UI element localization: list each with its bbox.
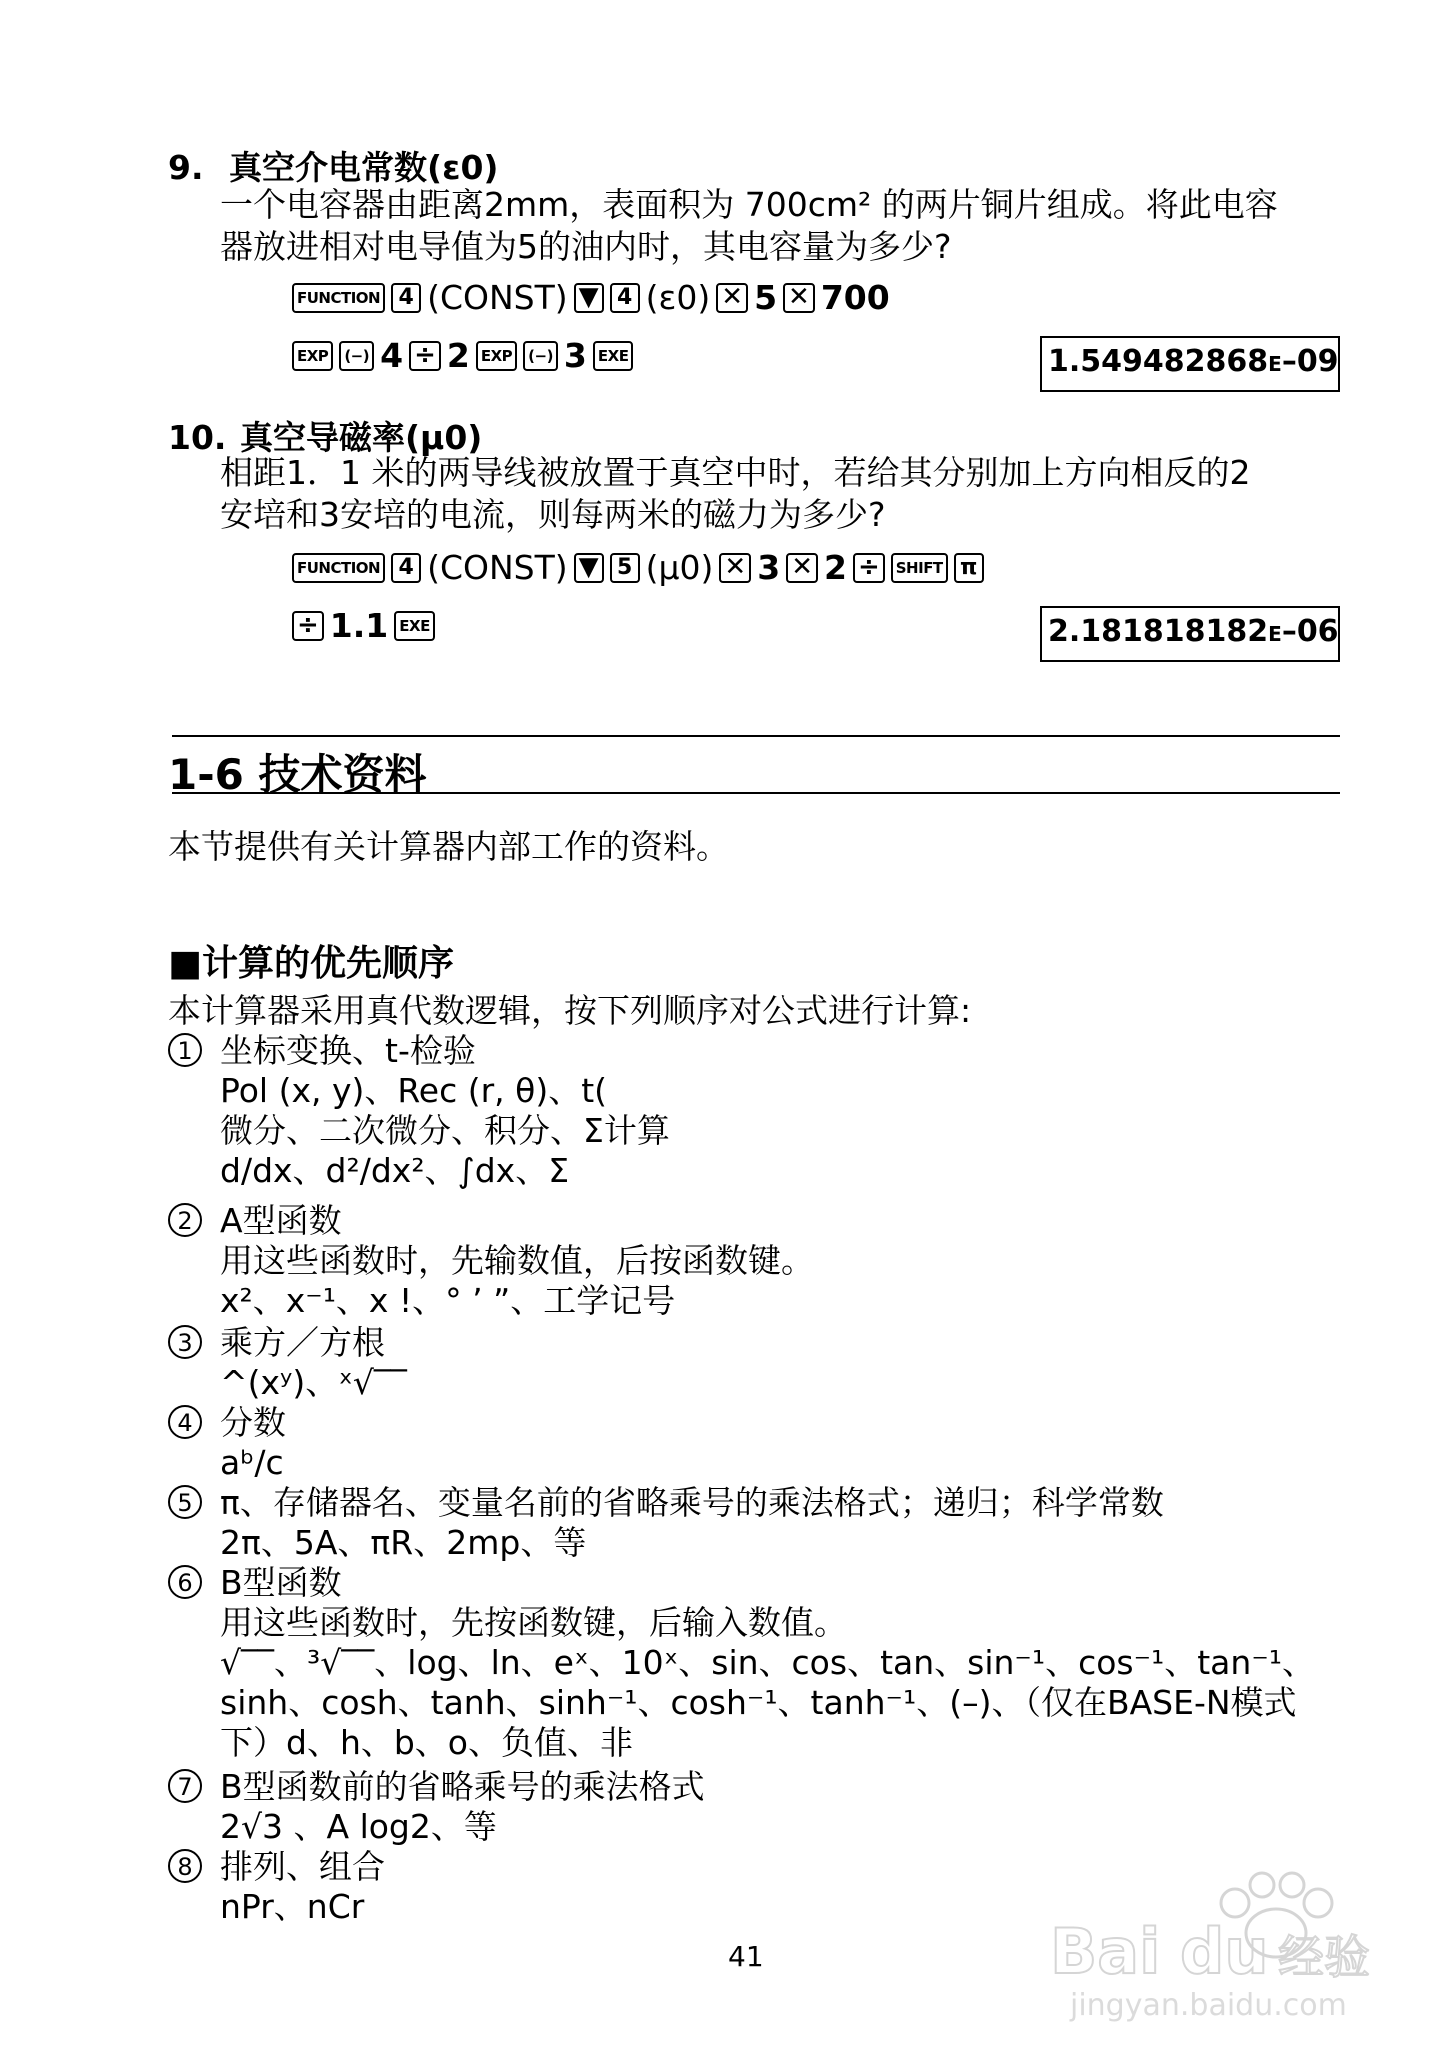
example-10-keys-row1 bbox=[292, 548, 984, 587]
divide-key: ÷ bbox=[853, 553, 885, 583]
priority-item-number bbox=[168, 1405, 202, 1439]
exe-key: EXE bbox=[394, 611, 435, 641]
value-4: 4 bbox=[380, 336, 404, 375]
digit-5-key: 5 bbox=[610, 553, 640, 583]
priority-item-number bbox=[168, 1033, 202, 1067]
section-intro: 本节提供有关计算器内部工作的资料。 bbox=[168, 827, 729, 866]
negative-key: (−) bbox=[339, 341, 374, 371]
priority-item-line: x²、x⁻¹、x !、° ’ ”、工学记号 bbox=[220, 1281, 676, 1320]
priority-item-title: A型函数 bbox=[220, 1201, 342, 1240]
result-exponent: –09 bbox=[1281, 344, 1339, 379]
example-9-keys-row1 bbox=[292, 278, 890, 317]
priority-item-line: 微分、二次微分、积分、Σ计算 bbox=[220, 1111, 670, 1150]
digit-4-key: 4 bbox=[391, 283, 421, 313]
priority-item-line: d/dx、d²/dx²、∫dx、Σ bbox=[220, 1151, 570, 1190]
result-mantissa: 2.181818182 bbox=[1048, 614, 1269, 649]
result-exp-mark: E bbox=[1268, 622, 1282, 646]
multiply-key: ✕ bbox=[786, 553, 818, 583]
epsilon-label: (ε0) bbox=[645, 278, 711, 317]
circled-number: 6 bbox=[168, 1565, 202, 1599]
value-1-1: 1.1 bbox=[329, 606, 389, 645]
circled-number: 7 bbox=[168, 1769, 202, 1803]
priority-item-number bbox=[168, 1325, 202, 1359]
value-3: 3 bbox=[563, 336, 587, 375]
section-top-rule bbox=[172, 735, 1340, 737]
priority-item-line: 用这些函数时，先按函数键，后输入数值。 bbox=[220, 1603, 847, 1642]
priority-item-line: nPr、nCr bbox=[220, 1887, 365, 1926]
example-10-result-display bbox=[1040, 606, 1340, 662]
const-label: (CONST) bbox=[427, 548, 568, 587]
priority-heading: ■计算的优先顺序 bbox=[168, 943, 455, 984]
svg-text:Bai: Bai bbox=[1050, 1915, 1161, 1988]
priority-item-number bbox=[168, 1565, 202, 1599]
pi-key: π bbox=[954, 553, 984, 583]
multiply-key: ✕ bbox=[783, 283, 815, 313]
priority-item-title: B型函数前的省略乘号的乘法格式 bbox=[220, 1767, 705, 1806]
example-9-keys-row2 bbox=[292, 336, 633, 375]
down-arrow-key: ▼ bbox=[574, 283, 604, 313]
example-10-keys-row2 bbox=[292, 606, 435, 645]
divide-key: ÷ bbox=[409, 341, 441, 371]
example-9-number: 9. bbox=[168, 148, 204, 187]
exp-key: EXP bbox=[476, 341, 517, 371]
example-10-number: 10. bbox=[168, 418, 227, 457]
example-9-title: 真空介电常数(ε0) bbox=[229, 148, 499, 187]
example-9-desc-line1: 一个电容器由距离2mm，表面积为 700cm² 的两片铜片组成。将此电容 bbox=[220, 185, 1278, 224]
svg-text:jingyan.baidu.com: jingyan.baidu.com bbox=[1070, 1988, 1347, 2023]
exp-key: EXP bbox=[292, 341, 333, 371]
page-number: 41 bbox=[728, 1940, 764, 1973]
priority-item-line: ^(xʸ)、ˣ√‾‾ bbox=[220, 1363, 407, 1402]
value-3: 3 bbox=[757, 548, 781, 587]
down-arrow-key: ▼ bbox=[574, 553, 604, 583]
priority-item-line: 下）d、h、b、o、负值、非 bbox=[220, 1723, 633, 1762]
priority-item-line: 2π、5A、πR、2mp、等 bbox=[220, 1523, 587, 1562]
negative-key: (−) bbox=[523, 341, 558, 371]
example-9-result-display bbox=[1040, 336, 1340, 392]
exe-key: EXE bbox=[593, 341, 634, 371]
priority-item-title: 排列、组合 bbox=[220, 1847, 385, 1886]
priority-item-number bbox=[168, 1849, 202, 1883]
priority-item-number bbox=[168, 1203, 202, 1237]
circled-number: 1 bbox=[168, 1033, 202, 1067]
baidu-watermark-logo bbox=[1030, 1855, 1390, 2025]
function-key: FUNCTION bbox=[292, 283, 385, 313]
priority-item-number bbox=[168, 1769, 202, 1803]
mu-label: (μ0) bbox=[645, 548, 714, 587]
value-2: 2 bbox=[446, 336, 470, 375]
section-bottom-rule bbox=[172, 792, 1340, 794]
example-9-heading bbox=[168, 142, 499, 189]
priority-item-title: π、存储器名、变量名前的省略乘号的乘法格式；递归；科学常数 bbox=[220, 1483, 1164, 1522]
shift-key: SHIFT bbox=[891, 553, 948, 583]
priority-item-line: 用这些函数时，先输数值，后按函数键。 bbox=[220, 1241, 814, 1280]
function-key: FUNCTION bbox=[292, 553, 385, 583]
priority-item-line: Pol (x, y)、Rec (r, θ)、t( bbox=[220, 1071, 608, 1110]
priority-item-number bbox=[168, 1485, 202, 1519]
value-700: 700 bbox=[820, 278, 890, 317]
result-mantissa: 1.549482868 bbox=[1048, 344, 1269, 379]
priority-item-line: sinh、cosh、tanh、sinh⁻¹、cosh⁻¹、tanh⁻¹、(–)、（仅在BASE-N模式 bbox=[220, 1683, 1297, 1722]
priority-item-title: B型函数 bbox=[220, 1563, 342, 1602]
multiply-key: ✕ bbox=[716, 283, 748, 313]
priority-item-line: √‾‾、³√‾‾、log、ln、eˣ、10ˣ、sin、cos、tan、sin⁻¹、cos⁻¹、tan⁻¹、 bbox=[220, 1643, 1315, 1682]
multiply-key: ✕ bbox=[719, 553, 751, 583]
value-2: 2 bbox=[823, 548, 847, 587]
digit-4-key: 4 bbox=[391, 553, 421, 583]
circled-number: 2 bbox=[168, 1203, 202, 1237]
example-9-desc-line2: 器放进相对电导值为5的油内时，其电容量为多少? bbox=[220, 227, 952, 266]
section-title: 1-6 技术资料 bbox=[168, 750, 427, 799]
priority-item-title: 坐标变换、t-检验 bbox=[220, 1031, 476, 1070]
svg-text:经验: 经验 bbox=[1278, 1930, 1370, 1984]
example-10-desc-line1: 相距1．1 米的两导线被放置于真空中时，若给其分别加上方向相反的2 bbox=[220, 453, 1251, 492]
circled-number: 4 bbox=[168, 1405, 202, 1439]
priority-item-line: aᵇ/c bbox=[220, 1443, 284, 1482]
digit-4-key: 4 bbox=[610, 283, 640, 313]
example-10-title: 真空导磁率(μ0) bbox=[239, 418, 483, 457]
circled-number: 3 bbox=[168, 1325, 202, 1359]
priority-item-title: 分数 bbox=[220, 1403, 286, 1442]
priority-item-title: 乘方／方根 bbox=[220, 1323, 385, 1362]
example-10-desc-line2: 安培和3安培的电流，则每两米的磁力为多少? bbox=[220, 495, 886, 534]
divide-key: ÷ bbox=[292, 611, 324, 641]
svg-text:du: du bbox=[1180, 1915, 1269, 1988]
result-exp-mark: E bbox=[1268, 352, 1282, 376]
priority-intro: 本计算器采用真代数逻辑，按下列顺序对公式进行计算: bbox=[168, 991, 972, 1030]
const-label: (CONST) bbox=[427, 278, 568, 317]
circled-number: 5 bbox=[168, 1485, 202, 1519]
value-5: 5 bbox=[754, 278, 778, 317]
circled-number: 8 bbox=[168, 1849, 202, 1883]
priority-item-line: 2√3 、A log2、等 bbox=[220, 1807, 497, 1846]
result-exponent: –06 bbox=[1281, 614, 1339, 649]
